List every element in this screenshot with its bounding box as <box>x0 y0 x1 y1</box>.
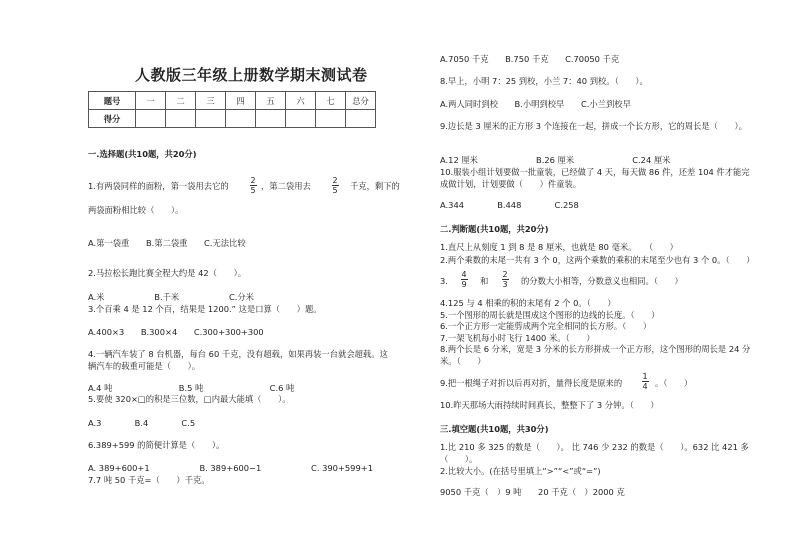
question-2: 2.马拉松长跑比赛全程大约是 42（ ）。 <box>88 268 247 278</box>
judge-10: 10.昨天那场大雨持续时间真长，整整下了 3 分钟。（ ） <box>440 400 659 410</box>
fraction-numerator: 1 <box>642 372 648 381</box>
question-1: 1.有两袋同样的面粉，第一袋用去它的 <box>88 181 229 191</box>
judge-5: 5.一个图形的周长就是围成这个图形的边线的长度。（ ） <box>440 310 660 320</box>
question-8-options: A.两人同时到校 B.小明到校早 C.小兰到校早 <box>440 99 631 109</box>
score-header-cell: 三 <box>196 92 226 110</box>
score-table <box>88 91 376 128</box>
question-4-options: A.4 吨 B.5 吨 C.6 吨 <box>88 383 295 393</box>
question-6-options: A. 389+600+1 B. 389+600−1 C. 390+599+1 <box>88 463 373 473</box>
fraction <box>641 372 649 391</box>
question-8: 8.早上，小明 7：25 到校，小兰 7：40 到校。（ ）。 <box>440 76 648 86</box>
question-9: 9.边长是 3 厘米的正方形 3 个连接在一起，拼成一个长方形，它的周长是（ ）。 <box>440 121 747 131</box>
judge-9: 9.把一根绳子对折以后再对折，量得长度是原来的 <box>440 378 623 388</box>
fill-2: 2.比较大小。(在括号里填上“>”“<”或“=”) <box>440 466 601 476</box>
score-cell[interactable] <box>166 110 196 128</box>
question-1-options: A.第一袋重 B.第二袋重 C.无法比较 <box>88 238 246 248</box>
section-heading-judge: 二.判断题(共10题，共20分) <box>440 224 549 234</box>
judge-7: 7.一架飞机每小时飞行 1400 米。（ ） <box>440 333 595 343</box>
question-3-options: A.400×3 B.300×4 C.300+300+300 <box>88 327 264 337</box>
fraction <box>460 270 468 289</box>
score-table-score-row <box>89 110 376 128</box>
judge-4: 4.125 与 4 相乘的积的末尾有 2 个 0。（ ） <box>440 298 616 308</box>
score-header-cell: 四 <box>226 92 256 110</box>
fraction-denominator: 4 <box>642 382 648 391</box>
score-header-cell: 总分 <box>346 92 376 110</box>
fraction <box>331 176 339 195</box>
score-cell[interactable] <box>316 110 346 128</box>
judge-8-line2: 米。（ ） <box>440 356 486 366</box>
score-table-header-row <box>89 92 376 110</box>
judge-1: 1.直尺上从刻度 1 到 8 是 8 厘米，也就是 80 毫米。 （ ） <box>440 242 678 252</box>
score-header-cell: 一 <box>136 92 166 110</box>
score-cell[interactable] <box>286 110 316 128</box>
question-7-options: A.7050 千克 B.750 千克 C.70050 千克 <box>440 54 620 64</box>
fraction-denominator: 5 <box>332 186 338 195</box>
fill-1: 1.比 210 多 325 的数是（ ）。 比 746 少 232 的数是（ ）。632 比 421 多 <box>440 442 749 452</box>
score-cell[interactable] <box>256 110 286 128</box>
question-3: 3.个百乘 4 是 12 个百，结果是 1200.” 这是口算（ ）题。 <box>88 304 322 314</box>
question-1-line2: 两袋面粉相比较（ ）。 <box>88 205 184 215</box>
judge-2: 2.两个乘数的末尾一共有 3 个 0，这两个乘数的乘积的末尾至少也有 3 个 0。（ ） <box>440 255 755 265</box>
judge-3-end: 的分数大小相等，分数意义也相同。（ ） <box>521 276 683 286</box>
fill-2-row: 9050 千克（ ）9 吨 20 千克（ ）2000 克 <box>440 487 625 497</box>
fraction-numerator: 4 <box>461 270 467 279</box>
score-header-cell: 五 <box>256 92 286 110</box>
fraction <box>501 270 509 289</box>
judge-8: 8.两个长是 6 分米，宽是 3 分米的长方形拼成一个正方形，这个图形的周长是 24 分 <box>440 344 751 354</box>
judge-3: 3. <box>440 276 448 286</box>
question-1-end: 千克，剩下的 <box>350 181 400 191</box>
question-4: 4.一辆汽车装了 8 台机器，每台 60 千克，没有超载，如果再装一台就会超载。这 <box>88 349 388 359</box>
judge-6: 6.一个正方形一定能剪成两个完全相同的长方形。（ ） <box>440 321 652 331</box>
question-7: 7.7 吨 50 千克=（ ）千克。 <box>88 475 210 485</box>
section-heading-fill: 三.填空题(共10题，共30分) <box>440 424 549 434</box>
question-5-options: A.3 B.4 C.5 <box>88 418 196 428</box>
page-title: 人教版三年级上册数学期末测试卷 <box>135 66 368 84</box>
fraction-numerator: 2 <box>332 176 338 185</box>
section-heading-choice: 一.选择题(共10题，共20分) <box>88 149 197 159</box>
fill-1-line2: （ ）。 <box>440 454 478 464</box>
score-row-label: 得分 <box>89 110 136 128</box>
score-header-cell: 二 <box>166 92 196 110</box>
score-header-cell: 题号 <box>89 92 136 110</box>
fraction-numerator: 2 <box>502 270 508 279</box>
judge-3-mid: 和 <box>480 276 489 286</box>
score-cell[interactable] <box>136 110 166 128</box>
score-header-cell: 七 <box>316 92 346 110</box>
fraction <box>249 176 257 195</box>
question-5: 5.要使 320×□的积是三位数，□内最大能填（ ）。 <box>88 394 291 404</box>
question-10: 10.服装小组计划要做一批童装，已经做了 4 天，每天做 86 件，还差 104 件才能完 <box>440 167 750 177</box>
score-cell[interactable] <box>346 110 376 128</box>
question-9-options: A.12 厘米 B.26 厘米 C.24 厘米 <box>440 155 671 165</box>
question-6: 6.389+599 的简便计算是（ ）。 <box>88 440 225 450</box>
score-cell[interactable] <box>226 110 256 128</box>
fraction-denominator: 3 <box>502 280 508 289</box>
score-header-cell: 六 <box>286 92 316 110</box>
fraction-numerator: 2 <box>250 176 256 185</box>
question-10-line2: 成做计划，计划要做（ ）件童装。 <box>440 179 582 189</box>
fraction-denominator: 5 <box>250 186 256 195</box>
fraction-denominator: 9 <box>461 280 467 289</box>
question-4-line2: 辆汽车的载重可能是（ ）。 <box>88 361 201 371</box>
question-2-options: A.米 B.千米 C.分米 <box>88 292 254 302</box>
score-cell[interactable] <box>196 110 226 128</box>
judge-9-end: 。（ ） <box>655 378 693 388</box>
question-10-options: A.344 B.448 C.258 <box>440 200 579 210</box>
question-1-mid: ，第二袋用去 <box>261 181 311 191</box>
